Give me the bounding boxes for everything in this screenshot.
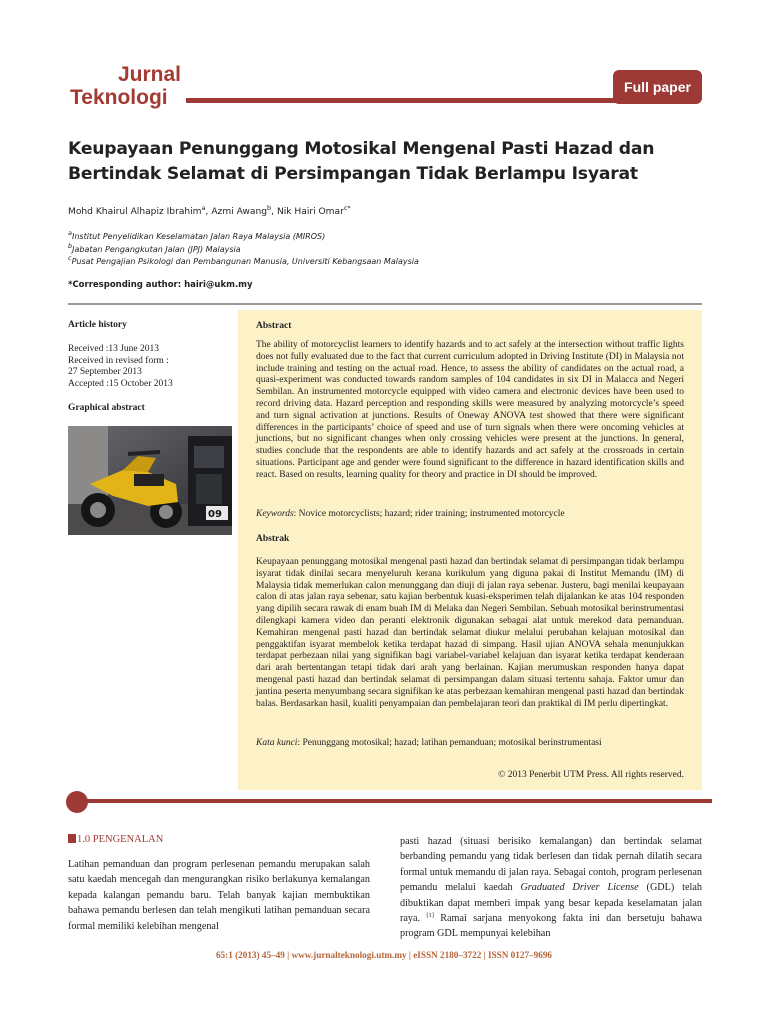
author-name: Mohd Khairul Alhapiz Ibrahim [68,207,202,217]
divider-dot [66,791,88,813]
corresponding-author: *Corresponding author: hairi@ukm.my [68,280,253,290]
history-line: Received in revised form : [68,355,169,366]
affiliation: $^c$Pusat Pengajian Psikologi dan Pembangunan Manusia, Universiti Kebangsaan Malaysia [68,254,419,266]
kata-kunci-list: : Penunggang motosikal; hazad; latihan pemanduan; motosikal berinstrumentasi [297,738,602,748]
body-text-right: pasti hazad (situasi berisiko kemalangan) dan bertindak selamat berbanding pemandu yang tidak berlesen dan tidak pernah dilatih secara formal untuk memandu di jalan raya. Sebagai contoh, program perlesenan pemandu melalui kaedah Graduated Driver License (GDL) telah dibuktikan dapat memberi impak yang besar kepada keselamatan jalan raya. [1] Ramai sarjana menyokong fakta ini dan bersetuju bahawa program GDL mempunyai kelebihan [400,836,702,940]
keywords-label: Keywords [256,509,294,519]
paper-title: Keupayaan Penunggang Motosikal Mengenal Pasti Hazad dan Bertindak Selamat di Persimpangan Tidak Berlampu Isyarat [68,139,655,184]
keywords [256,509,684,519]
abstract-text: The ability of motorcyclist learners to identify hazards and to act safely at the intersection without traffic lights does not fully evaluated due to the fact that current curriculum adopted in Driving Institute (DI) in Malaysia not include training and testing on the actual road. Hence, to assess the ability of candidates on the actual road, a quasi-experiment was conducted towards random samples of 104 candidates in six DI in Malacca and Negeri Sembilan. An instrumented motorcycle equipped with video camera and electronic devices have been used to record driving data. Hazard perception and responding skills were measured by analyzing motorcycle’s speed and turn signal activation at junctions. Results of Oneway ANOVA test showed that there were significant differences in the participants’ choice of speed and use of turn signals when there were oncoming vehicles at junctions, but no significant changes when only crossing vehicles were present at the junctions. In general, studies conclude that the respondents are able to identify hazards and act safely at the crossroads in certain situations. Participant age and gender were found significant to the difference in hazard identification skills and react. Based on results, learning quality for theory and practice in DI should be improved. [256,340,684,480]
section-divider [68,303,702,305]
kata-kunci-label: Kata kunci [256,738,298,748]
abstrak-heading: Abstrak [256,534,290,544]
history-line: Received :13 June 2013 [68,344,160,354]
author-name: Nik Hairi Omar [276,207,344,217]
author-affil-mark: a [201,204,206,212]
keywords-list: : Novice motorcyclists; hazard; rider training; instrumented motorcycle [293,509,565,519]
affiliation: $^a$Institut Penyelidikan Keselamatan Jalan Raya Malaysia (MIROS) [68,229,326,241]
logo-line-2: Teknologi [70,86,168,109]
copyright: © 2013 Penerbit UTM Press. All rights reserved. [498,770,684,780]
header-divider [186,98,618,103]
graphical-abstract-image [68,426,232,535]
page-footer: 65:1 (2013) 45–49 | www.jurnalteknologi.utm.my | eISSN 2180–3722 | ISSN 0127–9696 [215,950,553,960]
kata-kunci [256,738,684,748]
square-bullet-icon [68,834,76,843]
logo-line-1: Jurnal [118,63,182,86]
italic-term: Graduated Driver License [520,882,639,894]
section-heading: 1.0 PENGENALAN [68,834,163,845]
body-text-left: Latihan pemanduan dan program perlesenan pemandu merupakan salah satu kaedah mencegah dan mengurangkan risiko berlakunya kemalangan kepada kalangan pemandu baru. Telah banyak kajian membuktikan bahawa pemandu berlesen dan telah mengikuti latihan pemanduan secara formal memiliki kelebihan mengenal [68,859,370,932]
affiliation-list [68,231,419,269]
graphical-abstract-heading: Graphical abstract [68,403,145,413]
abstract-heading: Abstract [256,321,292,331]
author-list: Mohd Khairul Alhapiz Ibrahim$^a$, Azmi Awang$^b$, Nik Hairi Omar$^{c*}$ [68,204,351,217]
article-history-heading: Article history [68,320,127,330]
article-history [68,344,173,390]
author-name: Azmi Awang [211,207,267,217]
motorcycle-photo [68,426,232,535]
citation-ref: [1] [426,912,434,920]
author-affil-mark: c* [343,204,351,212]
affiliation: $^b$Jabatan Pengangkutan Jalan (JPJ) Malaysia [68,241,241,254]
history-line: 27 September 2013 [68,367,142,378]
author-affil-mark: b [267,204,272,212]
plate-number: 09 [208,509,222,520]
abstrak-text: Keupayaan penunggang motosikal mengenal pasti hazad dan bertindak selamat di persimpangan tidak berlampu isyarat tidak dinilai secara menyeluruh kerana kurikulum yang diguna pakai di Institut Memandu (IM) di Malaysia tidak memerlukan calon menunggang dan diuji di jalan raya sebenar. Justeru, bagi menilai keupayaan calon di atas jalan raya sebenar, satu kajian berbentuk kuasi-eksperimen telah dijalankan ke atas 104 responden yang dipilih secara rawak di enam buah IM di Melaka dan Negeri Sembilan. Sebuah motosikal berinstrumentasi dilengkapi kamera video dan peranti elektronik digunakan sebagai alat untuk merekod data pemanduan. Kemahiran mengenal pasti hazad dan bertindak selamat diukur melalui perubahan kelajuan motosikal dan penggaktifan isyarat membelok ketika terdapat hazad di simpang. Hasil ujian ANOVA sehala menunjukkan terdapat perbezaan nilai yang signifikan bagi variabel-variabel kelajuan dan isyarat ketika terdapat kenderaan dari arah bertentangan tetapi tidak dari arah yang berlainan. Kajian merumuskan responden hanya dapat mengenal pasti hazad dan bertindak selamat di persimpangan dalam situasi tertentu sahaja. Faktor umur dan jantina peserta menyumbang secara signifikan ke atas perbezaan kemahiran mengenal pasti hazad dan bertindak balas. Berdasarkan hasil, kualiti penyampaian dan pembelajaran teori dan praktikal di IM perlu dipertingkat. [256,557,684,709]
history-line: Accepted :15 October 2013 [68,378,173,389]
full-paper-badge: Full paper [613,70,702,104]
content-divider [78,799,712,803]
